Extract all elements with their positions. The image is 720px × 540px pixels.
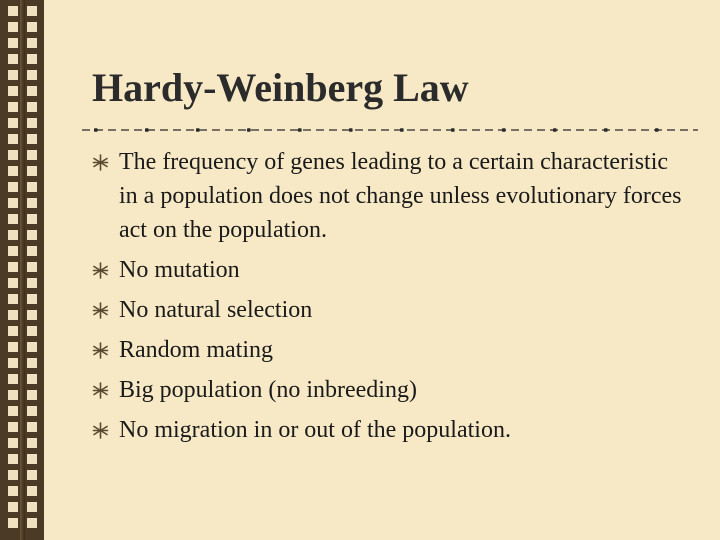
bullet-item	[92, 413, 692, 447]
film-strip-decoration	[0, 0, 44, 540]
asterisk-cross-icon	[92, 154, 109, 171]
bullet-text: No migration in or out of the population.	[119, 417, 511, 443]
bullet-text: Random mating	[119, 337, 273, 363]
asterisk-cross-icon	[92, 262, 109, 279]
bullet-item	[92, 293, 692, 327]
title-divider	[82, 127, 698, 133]
slide-title: Hardy-Weinberg Law	[92, 65, 469, 110]
film-holes-left	[8, 6, 18, 534]
bullet-text: No mutation	[119, 257, 240, 283]
bullet-text: No natural selection	[119, 297, 313, 323]
film-holes-right	[27, 6, 37, 534]
bullet-text: The frequency of genes leading to a certain characteristic in a population does not change unless evolutionary forces act on the population.	[119, 149, 682, 243]
asterisk-cross-icon	[92, 382, 109, 399]
bullet-text: Big population (no inbreeding)	[119, 377, 417, 403]
asterisk-cross-icon	[92, 422, 109, 439]
film-frame-line	[20, 0, 25, 540]
bullet-item	[92, 373, 692, 407]
bullet-item	[92, 253, 692, 287]
bullet-item	[92, 145, 692, 247]
bullet-item	[92, 333, 692, 367]
asterisk-cross-icon	[92, 302, 109, 319]
bullet-list	[92, 145, 692, 453]
asterisk-cross-icon	[92, 342, 109, 359]
